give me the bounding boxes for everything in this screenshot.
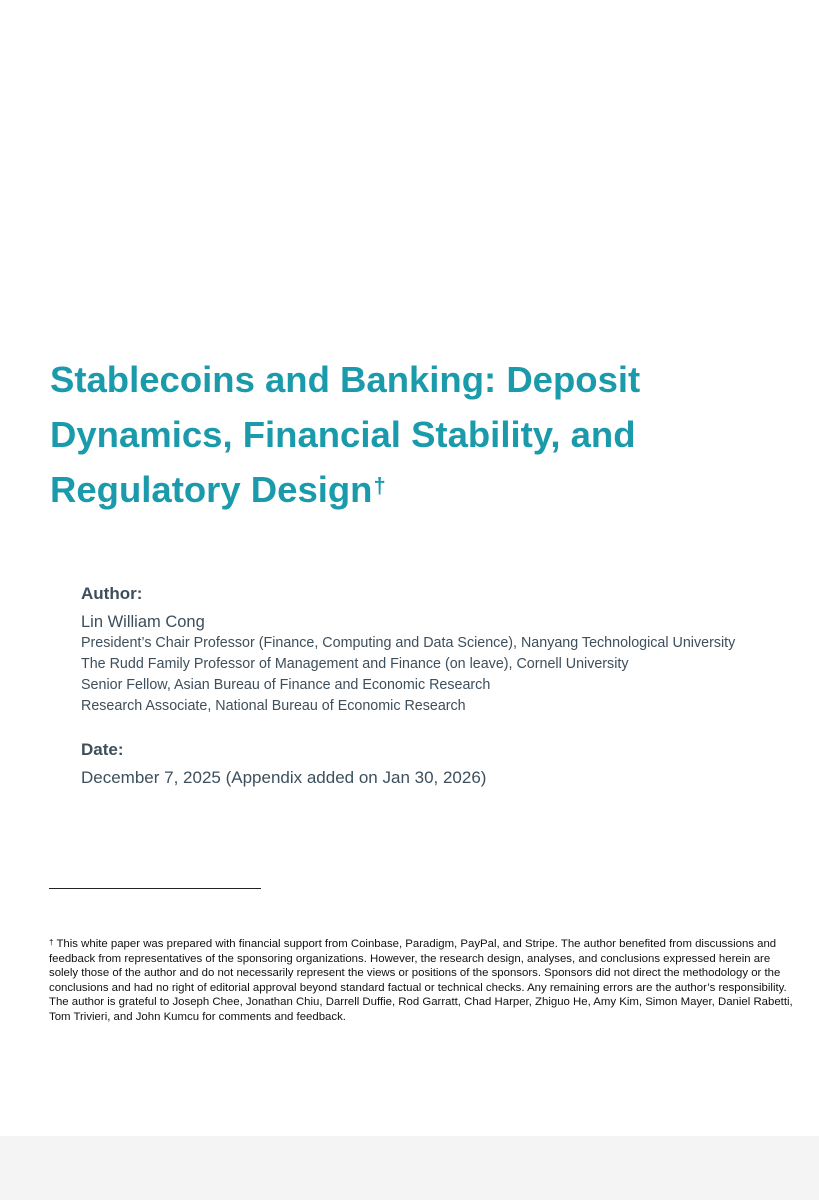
paper-title xyxy=(50,352,790,517)
title-footnote-marker: † xyxy=(373,473,386,498)
affiliation-item: The Rudd Family Professor of Management and Finance (on leave), Cornell University xyxy=(81,656,629,672)
affiliation-item: Research Associate, National Bureau of Economic Research xyxy=(81,698,466,714)
footnote-marker: † xyxy=(49,938,54,947)
date-label: Date: xyxy=(81,740,124,759)
date-value: December 7, 2025 (Appendix added on Jan 30, 2026) xyxy=(81,768,487,787)
affiliation-item: President’s Chair Professor (Finance, Computing and Data Science), Nanyang Technological University xyxy=(81,635,736,651)
footnote-divider xyxy=(49,888,261,889)
title-line-1: Stablecoins and Banking: Deposit xyxy=(50,359,641,400)
footnote-text: This white paper was prepared with financial support from Coinbase, Paradigm, PayPal, and Stripe. The author benefited from discussions and feedback from representatives of the sponsoring organizations. However, the research design, analyses, and conclusions expressed herein are solely those of the author and do not necessarily represent the views or positions of the sponsors. Sponsors did not direct the methodology or the conclusions and had no right of editorial approval beyond standard factual or technical checks. Any remaining errors are the author’s responsibility. The author is grateful to Joseph Chee, Jonathan Chiu, Darrell Duffie, Rod Garratt, Chad Harper, Zhiguo He, Amy Kim, Simon Mayer, Daniel Rabetti, Tom Trivieri, and John Kumcu for comments and feedback. xyxy=(49,938,793,1023)
title-line-2: Dynamics, Financial Stability, and xyxy=(50,414,636,455)
affiliation-item: Senior Fellow, Asian Bureau of Finance and Economic Research xyxy=(81,677,491,693)
author-name: Lin William Cong xyxy=(81,613,205,631)
title-line-3 xyxy=(50,462,790,517)
author-label: Author: xyxy=(81,584,143,603)
affiliation-list xyxy=(81,633,735,717)
footnote xyxy=(49,937,799,1024)
title-line-3-text: Regulatory Design xyxy=(50,469,373,510)
